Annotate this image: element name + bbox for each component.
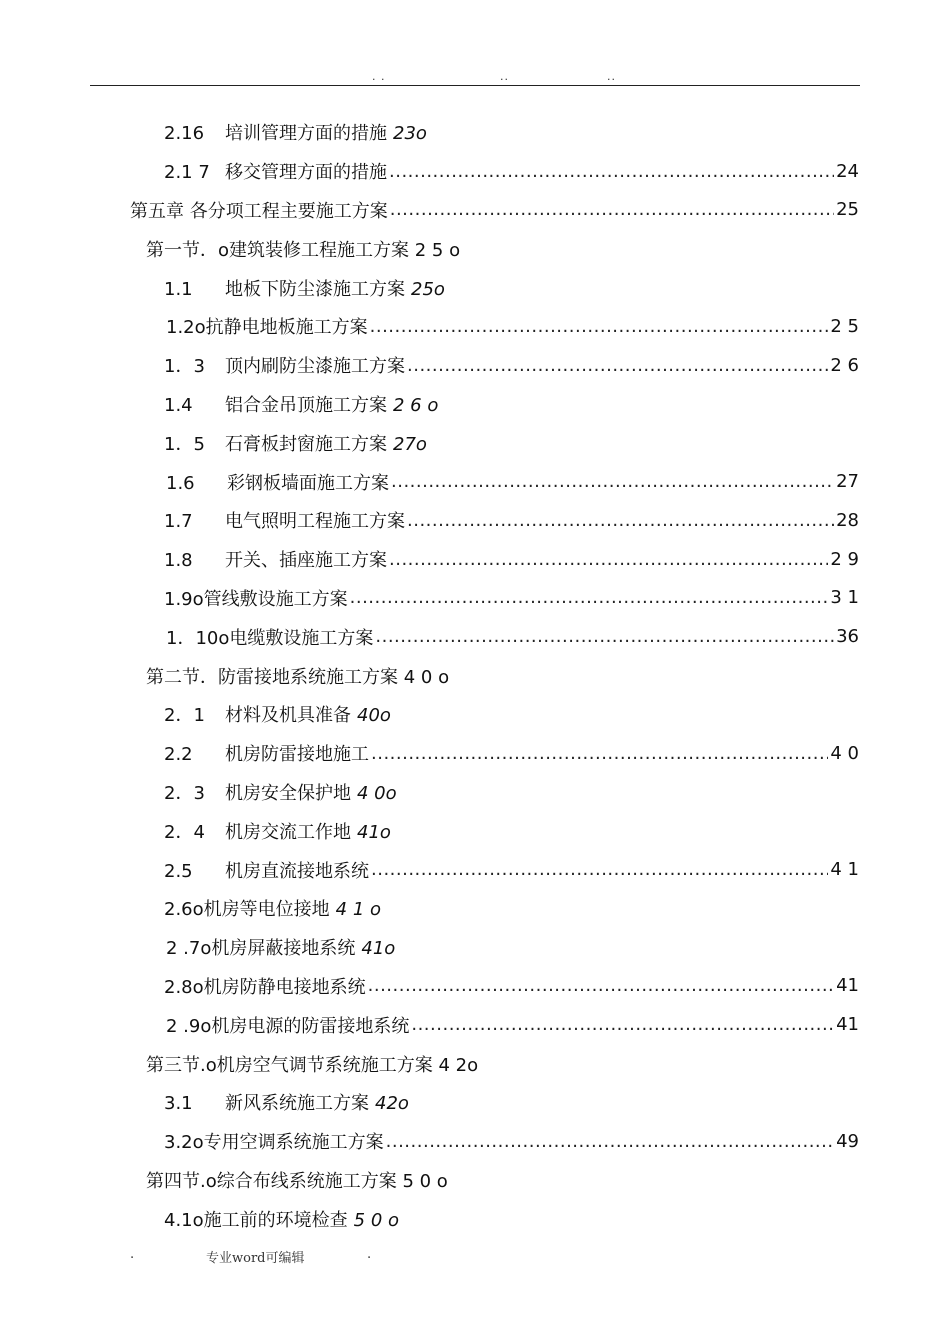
- toc-entry-number: 1.4: [164, 394, 193, 416]
- toc-entry-page: 36: [836, 626, 859, 648]
- toc-entry-title: [164, 1206, 399, 1232]
- toc-entry-title: [164, 158, 387, 184]
- toc-entry[interactable]: [0, 1044, 950, 1083]
- toc-entry-label: 材料及机具准备: [225, 705, 351, 727]
- header-dots-middle: ..: [500, 70, 509, 83]
- toc-entry-page: 40o: [357, 705, 391, 727]
- toc-entry-label: 新风系统施工方案: [225, 1093, 369, 1115]
- toc-entry-number: 2．4: [164, 821, 205, 843]
- toc-entry[interactable]: [0, 1005, 950, 1044]
- toc-entry-title: [164, 507, 405, 533]
- toc-entry-number: 1.8: [164, 550, 193, 572]
- toc-entry[interactable]: [0, 191, 950, 230]
- toc-entry[interactable]: [0, 385, 950, 424]
- toc-entry-title: [130, 197, 388, 223]
- table-of-contents: [0, 113, 950, 1238]
- toc-dot-leader: [386, 1131, 834, 1152]
- toc-entry-title: [166, 934, 395, 960]
- toc-entry-title: [166, 469, 389, 495]
- toc-entry[interactable]: [0, 617, 950, 656]
- toc-entry-page: 41o: [357, 821, 391, 843]
- toc-entry-label: 2 .9o机房电源的防雷接地系统: [166, 1015, 410, 1037]
- header-dots-right: ..: [607, 70, 616, 83]
- toc-entry-label: 机房安全保护地: [225, 782, 351, 804]
- toc-entry-title: [164, 779, 397, 805]
- toc-entry-label: 第二节．防雷接地系统施工方案 4 0 o: [146, 666, 450, 688]
- toc-entry-label: 移交管理方面的措施: [225, 162, 387, 184]
- toc-entry[interactable]: [0, 656, 950, 695]
- toc-dot-leader: [370, 316, 829, 337]
- toc-entry-page: 49: [836, 1130, 859, 1152]
- toc-entry[interactable]: [0, 152, 950, 191]
- toc-entry-page: 41o: [361, 938, 396, 960]
- toc-dot-leader: [350, 587, 829, 608]
- toc-entry-page: 25o: [411, 278, 445, 300]
- toc-entry-page: 23o: [393, 123, 427, 145]
- toc-entry-title: [164, 430, 427, 456]
- toc-entry[interactable]: [0, 229, 950, 268]
- toc-dot-leader: [390, 199, 834, 220]
- toc-entry-page: 5 0 o: [353, 1209, 400, 1231]
- toc-entry-label: 3.2o专用空调系统施工方案: [164, 1132, 384, 1154]
- toc-entry[interactable]: [0, 734, 950, 773]
- toc-entry-label: 1.2o抗静电地板施工方案: [166, 317, 368, 339]
- toc-entry-number: 2.2: [164, 744, 193, 766]
- toc-entry-title: [164, 857, 369, 883]
- toc-entry-title: [146, 663, 449, 689]
- toc-entry-title: [164, 352, 405, 378]
- toc-entry-label: 石膏板封窗施工方案: [225, 433, 387, 455]
- toc-dot-leader: [411, 1014, 834, 1035]
- toc-entry[interactable]: [0, 889, 950, 928]
- toc-entry-label: 2.8o机房防静电接地系统: [164, 976, 366, 998]
- toc-entry-number: 3.1: [164, 1093, 193, 1115]
- footer-text: 专业word可编辑: [206, 1251, 305, 1266]
- toc-entry-title: [164, 585, 348, 611]
- toc-entry-title: [164, 701, 391, 727]
- toc-entry-title: [164, 895, 381, 921]
- toc-entry[interactable]: [0, 1199, 950, 1238]
- toc-entry-page: 4 0: [830, 742, 859, 764]
- toc-entry-page: 2 9: [830, 548, 859, 570]
- toc-entry-label: 铝合金吊顶施工方案: [225, 394, 387, 416]
- toc-entry-page: 27o: [393, 433, 427, 455]
- toc-entry[interactable]: [0, 113, 950, 152]
- toc-entry[interactable]: [0, 307, 950, 346]
- toc-entry-number: 1．3: [164, 356, 205, 378]
- toc-entry-label: 地板下防尘漆施工方案: [225, 278, 405, 300]
- toc-entry[interactable]: [0, 462, 950, 501]
- toc-entry[interactable]: [0, 579, 950, 618]
- toc-entry-number: 1.6: [166, 472, 195, 494]
- toc-entry-label: 第五章 各分项工程主要施工方案: [130, 200, 388, 222]
- toc-entry-label: 顶内刷防尘漆施工方案: [225, 356, 405, 378]
- toc-entry-number: 1．5: [164, 433, 205, 455]
- toc-entry[interactable]: [0, 967, 950, 1006]
- toc-entry-label: 1．10o电缆敷设施工方案: [166, 627, 374, 649]
- toc-entry-label: 开关、插座施工方案: [225, 550, 387, 572]
- footer-left-dot: .: [130, 1247, 135, 1262]
- toc-dot-leader: [371, 743, 828, 764]
- toc-entry-label: 第三节.o机房空气调节系统施工方案 4 2o: [146, 1054, 479, 1076]
- toc-entry[interactable]: [0, 423, 950, 462]
- toc-entry-page: 4 0o: [357, 782, 397, 804]
- toc-dot-leader: [368, 975, 834, 996]
- toc-entry-title: [146, 236, 460, 262]
- toc-entry-page: 28: [836, 509, 859, 531]
- toc-dot-leader: [389, 161, 834, 182]
- toc-entry-number: 1.1: [164, 278, 193, 300]
- toc-entry[interactable]: [0, 773, 950, 812]
- toc-entry-page: 41: [836, 1014, 859, 1036]
- toc-entry-label: 2 .7o机房屏蔽接地系统: [166, 938, 356, 960]
- toc-entry[interactable]: [0, 540, 950, 579]
- toc-entry-page: 41: [836, 975, 859, 997]
- toc-entry-label: 培训管理方面的措施: [225, 123, 387, 145]
- toc-entry-page: 4 1 o: [335, 899, 382, 921]
- toc-entry[interactable]: [0, 346, 950, 385]
- toc-entry-label: 电气照明工程施工方案: [225, 511, 405, 533]
- toc-entry[interactable]: [0, 268, 950, 307]
- toc-dot-leader: [375, 626, 834, 647]
- toc-entry-number: 2．3: [164, 782, 205, 804]
- toc-entry-title: [164, 1128, 384, 1154]
- toc-entry[interactable]: [0, 695, 950, 734]
- toc-entry[interactable]: [0, 811, 950, 850]
- toc-dot-leader: [407, 355, 828, 376]
- toc-entry-label: 第四节.o综合布线系统施工方案 5 0 o: [146, 1170, 448, 1192]
- toc-entry-number: 2.16: [164, 123, 205, 145]
- toc-entry-page: 27: [836, 471, 859, 493]
- toc-entry-title: [164, 275, 445, 301]
- toc-entry-title: [164, 391, 438, 417]
- toc-entry-title: [166, 313, 368, 339]
- toc-entry[interactable]: [0, 1161, 950, 1200]
- toc-entry-title: [164, 740, 369, 766]
- toc-entry[interactable]: [0, 850, 950, 889]
- toc-entry-page: 25: [836, 199, 859, 221]
- toc-entry-title: [164, 119, 427, 145]
- toc-entry-page: 2 6: [830, 354, 859, 376]
- toc-entry[interactable]: [0, 928, 950, 967]
- toc-entry[interactable]: [0, 1122, 950, 1161]
- toc-entry-number: 2.5: [164, 860, 193, 882]
- toc-entry-label: 机房交流工作地: [225, 821, 351, 843]
- toc-dot-leader: [389, 549, 828, 570]
- toc-entry-title: [166, 624, 373, 650]
- footer-right-dot: .: [367, 1247, 372, 1262]
- toc-dot-leader: [407, 510, 834, 531]
- toc-entry-label: 第一节．o建筑装修工程施工方案 2 5 o: [146, 239, 461, 261]
- toc-dot-leader: [391, 471, 834, 492]
- toc-entry[interactable]: [0, 1083, 950, 1122]
- toc-entry-page: 2 6 o: [393, 394, 439, 416]
- toc-entry-label: 机房防雷接地施工: [225, 744, 369, 766]
- toc-entry-label: 机房直流接地系统: [225, 860, 369, 882]
- toc-entry-title: [164, 973, 366, 999]
- toc-entry-page: 42o: [375, 1093, 409, 1115]
- toc-entry-title: [164, 546, 387, 572]
- toc-entry-page: 2 5: [830, 315, 859, 337]
- toc-dot-leader: [371, 859, 828, 880]
- toc-entry-label: 1.9o管线敷设施工方案: [164, 588, 348, 610]
- toc-entry-title: [164, 818, 391, 844]
- toc-entry-label: 4.1o施工前的环境检查: [164, 1209, 348, 1231]
- toc-entry-page: 3 1: [830, 587, 859, 609]
- toc-entry-number: 1.7: [164, 511, 193, 533]
- header-dots-left: . .: [372, 70, 386, 83]
- toc-entry-number: 2．1: [164, 705, 205, 727]
- toc-entry-title: [146, 1051, 478, 1077]
- toc-entry-title: [166, 1012, 409, 1038]
- toc-entry-title: [146, 1167, 448, 1193]
- toc-entry-title: [164, 1089, 409, 1115]
- toc-entry-label: 2.6o机房等电位接地: [164, 899, 330, 921]
- toc-entry-page: 24: [836, 160, 859, 182]
- toc-entry[interactable]: [0, 501, 950, 540]
- toc-entry-number: 2.1 7: [164, 162, 210, 184]
- toc-entry-label: 彩钢板墙面施工方案: [227, 472, 389, 494]
- header-rule: [90, 85, 860, 86]
- toc-entry-page: 4 1: [830, 859, 859, 881]
